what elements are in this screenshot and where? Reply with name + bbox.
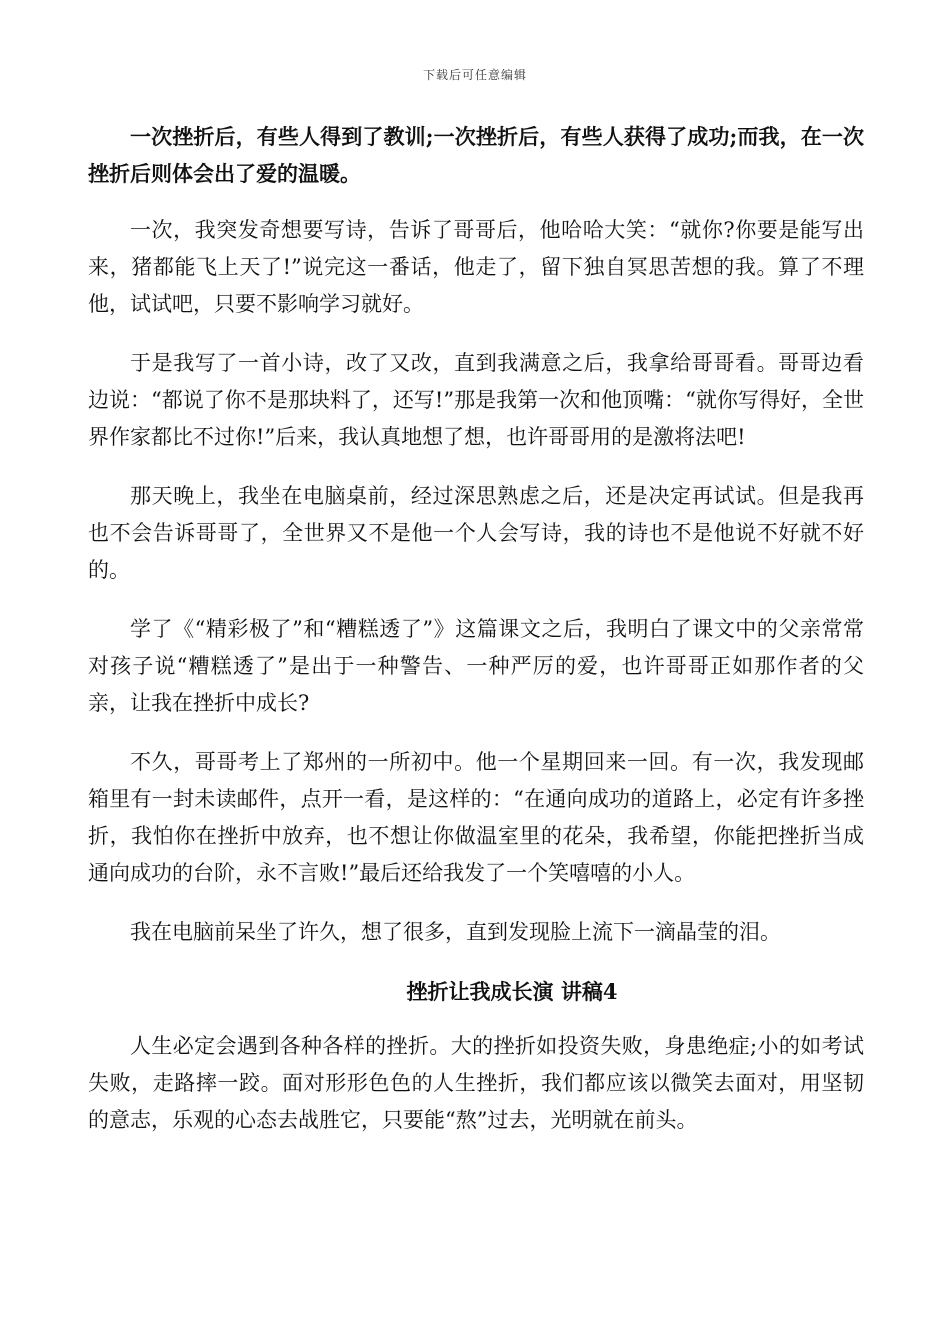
body-paragraph-5: 不久，哥哥考上了郑州的一所初中。他一个星期回来一回。有一次，我发现邮箱里有一封未读邮件，点开一看，是这样的：“在通向成功的道路上，必定有许多挫折，我怕你在挫折中放弃，也不想让你做温室里的花朵，我希望，你能把挫折当成通向成功的台阶，永不言败!”最后还给我发了一个笑嘻嘻的小人。 xyxy=(88,750,864,885)
section-paragraph-1: 人生必定会遇到各种各样的挫折。大的挫折如投资失败，身患绝症;小的如考试失败，走路摔一跤。面对形形色色的人生挫折，我们都应该以微笑去面对，用坚韧的意志，乐观的心态去战胜它，只要能“熬”过去，光明就在前头。 xyxy=(88,1034,864,1132)
body-paragraph-6: 我在电脑前呆坐了许久，想了很多，直到发现脸上流下一滴晶莹的泪。 xyxy=(130,920,781,944)
body-paragraph-1: 一次，我突发奇想要写诗，告诉了哥哥后，他哈哈大笑：“就你?你要是能写出来，猪都能飞上天了!”说完这一番话，他走了，留下独自冥思苦想的我。算了不理他，试试吧，只要不影响学习就好。 xyxy=(88,218,864,316)
intro-paragraph: 一次挫折后，有些人得到了教训;一次挫折后，有些人获得了成功;而我，在一次挫折后则体会出了爱的温暖。 xyxy=(88,124,864,186)
page-header-note: 下载后可任意编辑 xyxy=(422,68,527,82)
body-paragraph-4: 学了《“精彩极了”和“糟糕透了”》这篇课文之后，我明白了课文中的父亲常常对孩子说“糟糕透了”是出于一种警告、一种严厉的爱，也许哥哥正如那作者的父亲，让我在挫折中成长? xyxy=(88,617,864,715)
body-paragraph-3: 那天晚上，我坐在电脑桌前，经过深思熟虑之后，还是决定再试试。但是我再也不会告诉哥哥了，全世界又不是他一个人会写诗，我的诗也不是他说不好就不好的。 xyxy=(88,484,864,582)
body-paragraph-2: 于是我写了一首小诗，改了又改，直到我满意之后，我拿给哥哥看。哥哥边看边说：“都说了你不是那块料了，还写!”那是我第一次和他顶嘴：“就你写得好，全世界作家都比不过你!”后来，我认真地想了想，也许哥哥用的是激将法吧! xyxy=(88,351,864,449)
document-body xyxy=(88,118,864,1161)
section-heading: 挫折让我成长演 讲稿4 xyxy=(406,979,618,1004)
